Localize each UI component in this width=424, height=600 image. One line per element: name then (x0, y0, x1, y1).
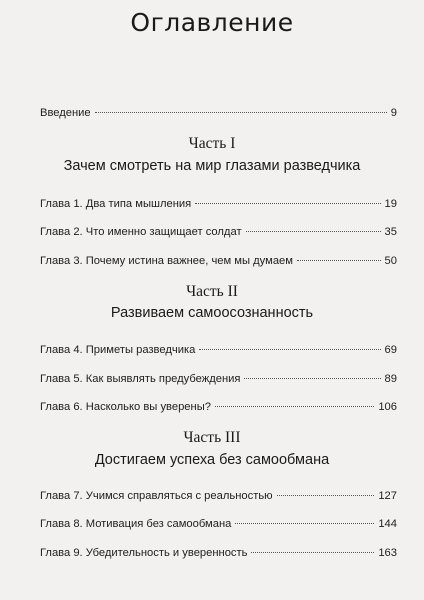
toc-page-number: 127 (378, 490, 397, 502)
dot-leader (215, 406, 374, 407)
part-title: Зачем смотреть на мир глазами разведчика (63, 158, 361, 174)
dot-leader (199, 349, 380, 350)
toc-entry (40, 517, 397, 531)
part-title: Достигаем успеха без самообмана (94, 452, 330, 468)
toc-page-number: 50 (384, 255, 397, 267)
part-heading: Часть II (186, 283, 238, 300)
toc-entry-label: Глава 7. Учимся справляться с реальностью (40, 490, 273, 502)
part-heading: Часть I (188, 135, 236, 152)
toc-entry (40, 400, 397, 414)
toc-entry (40, 254, 397, 268)
part-heading: Часть III (183, 429, 241, 446)
dot-leader (95, 112, 387, 113)
toc-entry-label: Глава 8. Мотивация без самообмана (40, 518, 232, 530)
dot-leader (277, 495, 375, 496)
toc-page-number: 106 (378, 401, 397, 413)
toc-entry-label: Глава 1. Два типа мышления (40, 198, 192, 210)
toc-entry-label: Глава 2. Что именно защищает солдат (40, 226, 242, 238)
toc-page-number: 35 (384, 226, 397, 238)
toc-entry-label: Глава 9. Убедительность и уверенность (40, 547, 248, 559)
toc-page-number: 89 (384, 373, 397, 385)
page-title: Оглавление (130, 8, 294, 37)
dot-leader (246, 231, 381, 232)
toc-page-number: 19 (384, 198, 397, 210)
dot-leader (251, 552, 374, 553)
toc-entry (40, 197, 397, 211)
toc-page-number: 163 (378, 547, 397, 559)
toc-entry (40, 546, 397, 560)
toc-entry-label: Введение (40, 107, 91, 119)
toc-entry (40, 489, 397, 503)
dot-leader (195, 203, 380, 204)
toc-entry-label: Глава 4. Приметы разведчика (40, 344, 196, 356)
toc-entry-label: Глава 5. Как выявлять предубеждения (40, 373, 241, 385)
dot-leader (297, 260, 381, 261)
dot-leader (235, 523, 374, 524)
toc-entry (40, 372, 397, 386)
part-title: Развиваем самоосознанность (110, 305, 314, 321)
toc-entry-label: Глава 6. Насколько вы уверены? (40, 401, 211, 413)
toc-entry-intro (40, 106, 397, 120)
toc-page-number: 9 (390, 107, 397, 119)
toc-page-number: 144 (378, 518, 397, 530)
toc-entry (40, 225, 397, 239)
toc-entry (40, 343, 397, 357)
toc-page-number: 69 (384, 344, 397, 356)
dot-leader (244, 378, 380, 379)
toc-entry-label: Глава 3. Почему истина важнее, чем мы думаем (40, 255, 293, 267)
